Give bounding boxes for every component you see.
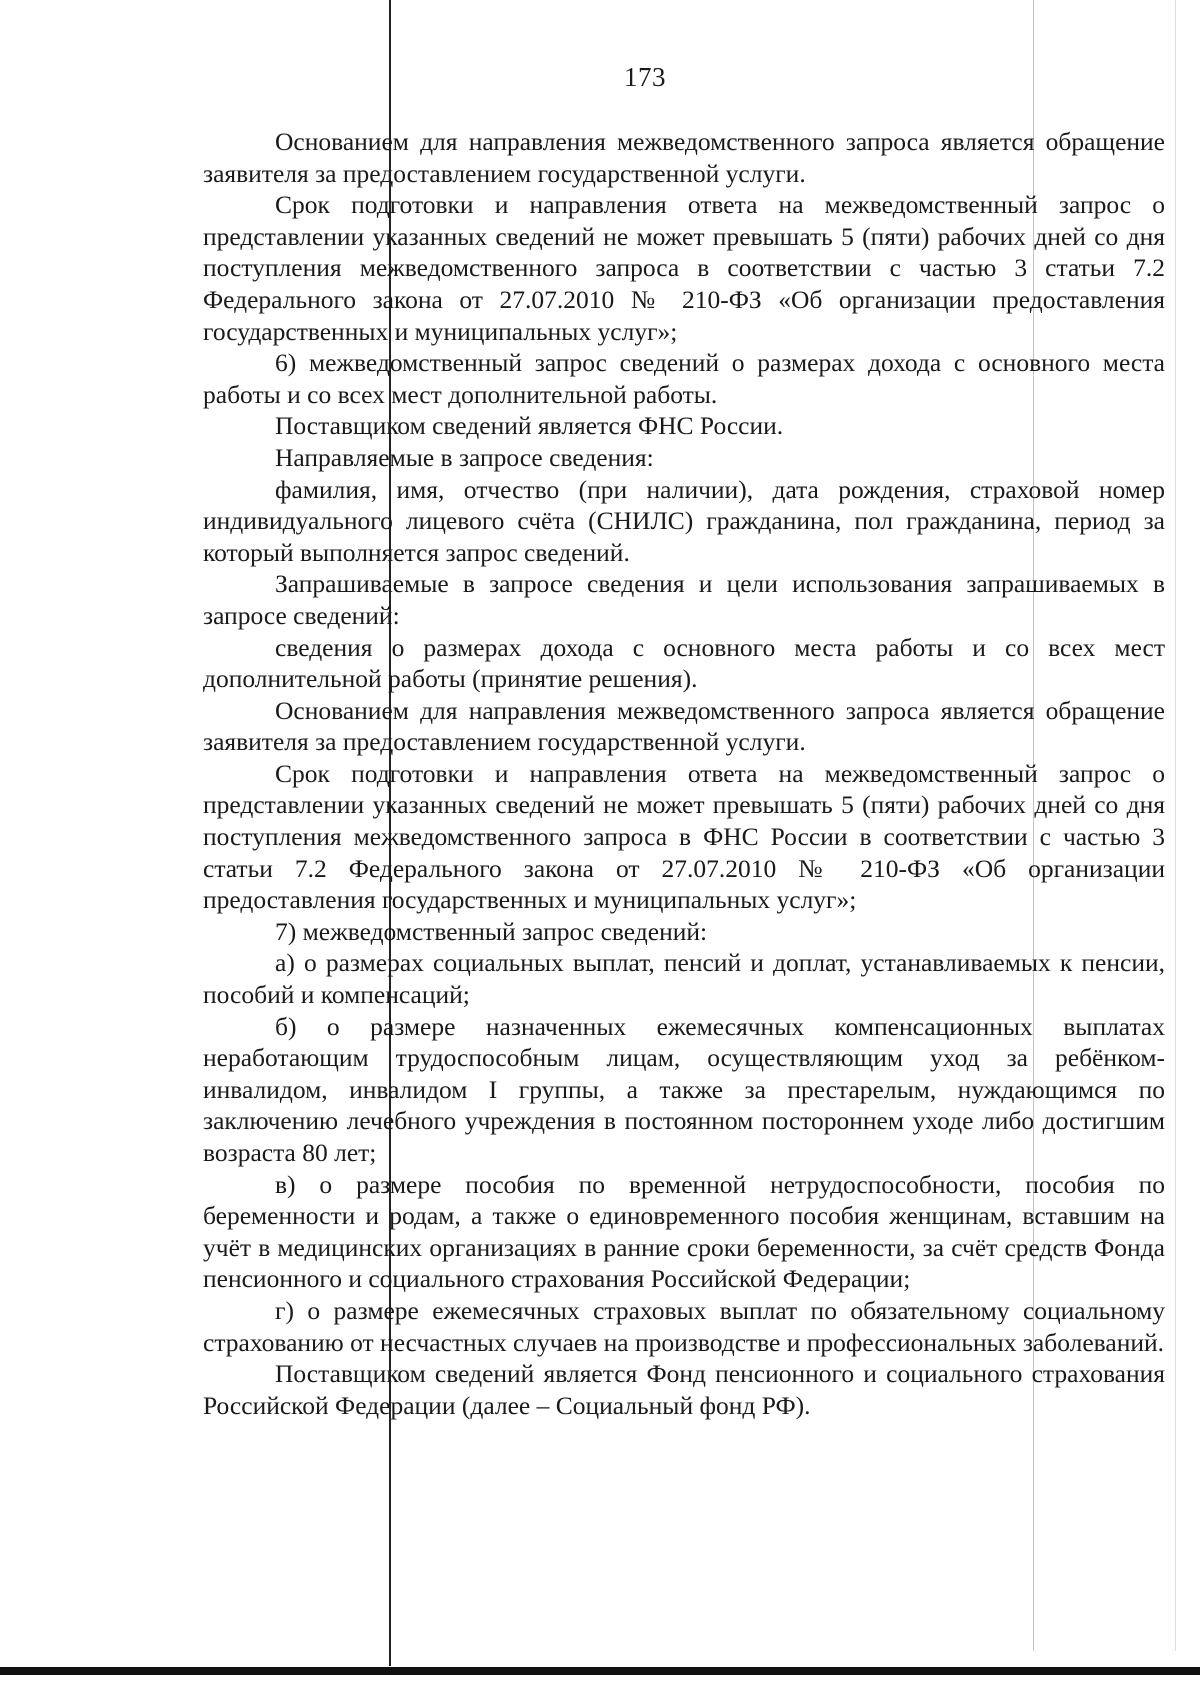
paragraph: 7) межведомственный запрос сведений: [275, 916, 708, 946]
paragraph: Запрашиваемые в запросе сведения и цели использования запрашиваемых в запросе сведений: [203, 569, 1165, 630]
page-number: 173 [624, 62, 666, 92]
paragraph: сведения о размерах дохода с основного места работы и со всех мест дополнительной работы (принятие решения). [203, 632, 1165, 694]
paragraph: г) о размере ежемесячных страховых выплат по обязательному социальному страхованию от несчастных случаев на производстве и профессиональных заболеваний. [203, 1295, 1165, 1357]
paragraph: Срок подготовки и направления ответа на межведомственный запрос о представлении указанных сведений не может превышать 5 (пяти) рабочих дней со дня поступления межведомственного запроса в ФНС России в соответствии с частью 3 статьи 7.2 Федерального закона от 27.07.2010 № 210-ФЗ «Об организации предоставления государственных и муниципальных услуг»; [203, 758, 1165, 915]
paragraph: в) о размере пособия по временной нетрудоспособности, пособия по беременности и родам, а также о единовременного пособия женщинам, вставшим на учёт в медицинских организациях в ранние сроки беременности, за счёт средств Фонда пенсионного и социального страхования Российской Федерации; [203, 1169, 1165, 1294]
scan-artifact-bottom-border [0, 1667, 1200, 1675]
paragraph: Основанием для направления межведомственного запроса является обращение заявителя за предоставлением государственной услуги. [203, 127, 1165, 188]
paragraph: б) о размере назначенных ежемесячных компенсационных выплатах неработающим трудоспособным лицам, осуществляющим уход за ребёнком-инвалидом, инвалидом I группы, а также за престарелым, нуждающимся по заключению лечебного учреждения в постоянном постороннем уходе либо достигшим возраста 80 лет; [203, 1011, 1165, 1167]
paragraph: Поставщиком сведений является Фонд пенсионного и социального страхования Российской Федерации (далее – Социальный фонд РФ). [203, 1359, 1165, 1420]
paragraph: а) о размерах социальных выплат, пенсий и доплат, устанавливаемых к пенсии, пособий и компенсаций; [203, 948, 1165, 1010]
scan-artifact-faint-line-right [1175, 0, 1176, 1651]
paragraph: Направляемые в запросе сведения: [275, 442, 654, 472]
paragraph: Срок подготовки и направления ответа на межведомственный запрос о представлении указанных сведений не может превышать 5 (пяти) рабочих дней со дня поступления межведомственного запроса в соответствии с частью 3 статьи 7.2 Федерального закона от 27.07.2010 № 210-ФЗ «Об организации предоставления государственных и муниципальных услуг»; [203, 190, 1165, 346]
paragraph: фамилия, имя, отчество (при наличии), дата рождения, страховой номер индивидуального лицевого счёта (СНИЛС) гражданина, пол гражданина, период за который выполняется запрос сведений. [203, 474, 1165, 567]
paragraph: 6) межведомственный запрос сведений о размерах дохода с основного места работы и со всех мест дополнительной работы. [203, 348, 1165, 409]
paragraph: Основанием для направления межведомственного запроса является обращение заявителя за предоставлением государственной услуги. [203, 695, 1165, 757]
paragraph: Поставщиком сведений является ФНС России. [275, 411, 784, 441]
document-body [203, 126, 1165, 1421]
